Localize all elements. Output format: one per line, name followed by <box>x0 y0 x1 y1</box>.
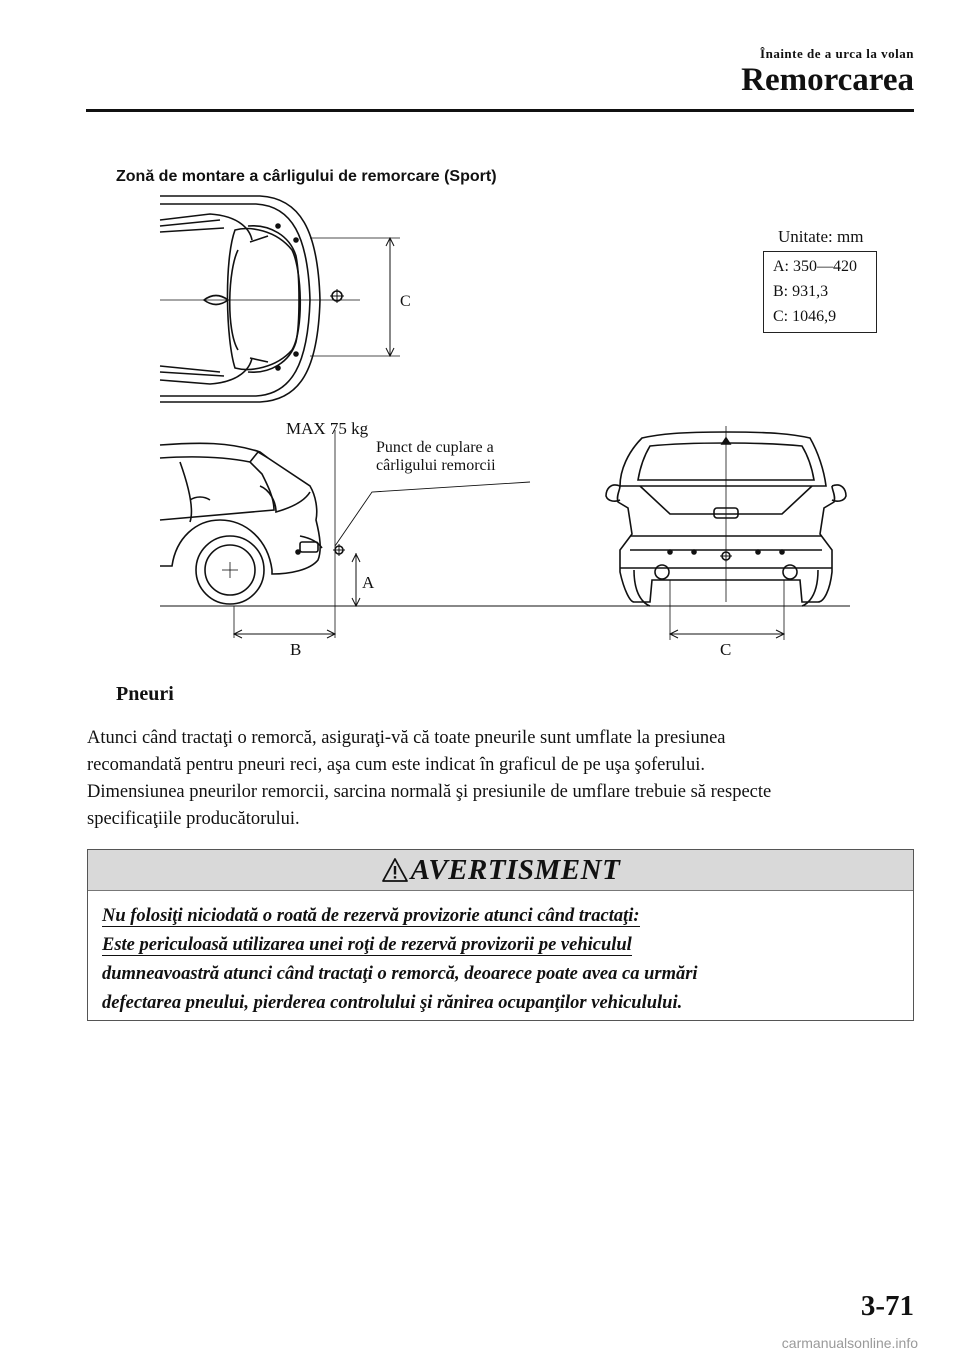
legend-entry-b: B: 931,3 <box>773 283 829 300</box>
dimension-label-c-top: C <box>400 293 411 310</box>
legend-entry-a: A: 350—420 <box>773 258 857 275</box>
warning-text <box>102 902 902 1018</box>
page-number: 3-71 <box>860 1290 914 1322</box>
warning-header <box>88 850 913 891</box>
figure-caption: Zonă de montare a cârligului de remorcare (Sport) <box>116 168 497 185</box>
body-line: Atunci când tractaţi o remorcă, asiguraţi-vă că toate pneurile sunt umflate la presiunea <box>87 728 726 748</box>
body-line: specificaţiile producătorului. <box>87 809 300 829</box>
body-line: recomandată pentru pneuri reci, aşa cum este indicat în graficul de pe uşa şoferului. <box>87 755 705 775</box>
watermark: carmanualsonline.info <box>781 1335 918 1351</box>
legend-entry-c: C: 1046,9 <box>773 308 837 325</box>
warning-box <box>87 849 914 1021</box>
warning-line: Este periculoasă utilizarea unei roţi de rezervă provizorii pe vehiculul <box>102 935 632 955</box>
car-side-view-drawing <box>160 430 850 638</box>
page-title: Remorcarea <box>741 62 914 98</box>
dimension-legend <box>763 251 877 333</box>
dimension-label-a: A <box>362 573 375 592</box>
dimension-label-b: B <box>290 640 302 659</box>
coupling-point-label-line1: Punct de cuplare a <box>376 439 494 456</box>
warning-line: defectarea pneului, pierderea controlului şi rănirea ocupanţilor vehiculului. <box>102 993 683 1013</box>
header-section-title: Înainte de a urca la volan <box>760 46 914 61</box>
body-line: Dimensiunea pneurilor remorcii, sarcina normală şi presiunile de umflare trebuie să respecte <box>87 782 772 802</box>
dimension-label-c-rear: C <box>720 640 732 659</box>
max-load-label: MAX 75 kg <box>286 419 369 438</box>
section-heading: Pneuri <box>116 683 174 705</box>
header-divider <box>86 109 914 112</box>
warning-title: AVERTISMENT <box>410 853 621 886</box>
warning-triangle-icon <box>381 857 409 883</box>
car-top-view-drawing <box>160 196 400 402</box>
body-paragraph <box>87 725 917 833</box>
car-rear-view-drawing <box>606 426 846 640</box>
warning-line: dumneavoastră atunci când tractaţi o remorcă, deoarece poate avea ca urmări <box>102 964 698 984</box>
unit-label: Unitate: mm <box>778 227 864 246</box>
coupling-point-label-line2: cârligului remorcii <box>376 457 496 474</box>
tow-hitch-diagram <box>150 190 870 670</box>
warning-line: Nu folosiţi niciodată o roată de rezervă provizorie atunci când tractaţi: <box>102 906 640 926</box>
